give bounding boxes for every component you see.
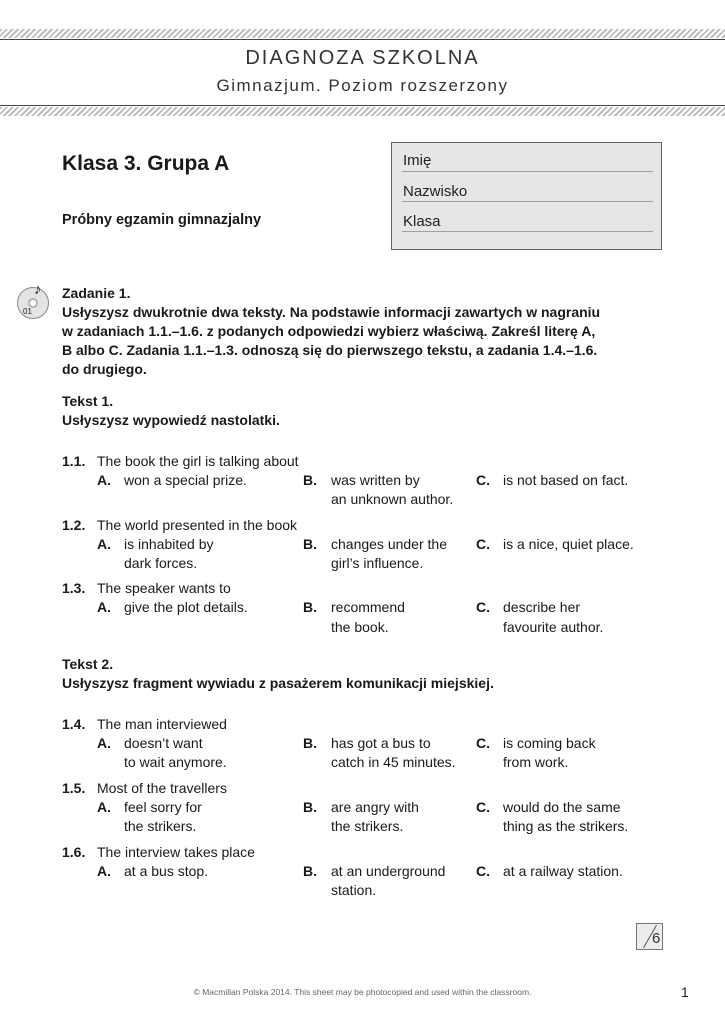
option-c-text: from work. bbox=[503, 754, 569, 770]
question-stem: The book the girl is talking about bbox=[97, 453, 299, 469]
option-letter-a[interactable]: A. bbox=[97, 599, 111, 615]
option-letter-b[interactable]: B. bbox=[303, 735, 317, 751]
class-label: Klasa bbox=[403, 213, 441, 230]
option-b-text: the strikers. bbox=[331, 818, 404, 834]
option-c-text: is coming back bbox=[503, 735, 596, 751]
name-line[interactable] bbox=[402, 171, 653, 172]
option-b-text: girl’s influence. bbox=[331, 555, 424, 571]
task-instruction-line: B albo C. Zadania 1.1.–1.3. odnoszą się do pierwszego tekstu, a zadania 1.4.–1.6. bbox=[62, 342, 598, 358]
option-a-text: doesn’t want bbox=[124, 735, 203, 751]
question-number: 1.1. bbox=[62, 453, 86, 469]
option-letter-a[interactable]: A. bbox=[97, 735, 111, 751]
question-number: 1.2. bbox=[62, 517, 86, 533]
question-stem: The interview takes place bbox=[97, 844, 255, 860]
task-instruction-line: w zadaniach 1.1.–1.6. z podanych odpowiedzi wybierz właściwą. Zakreśl literę A, bbox=[62, 323, 596, 339]
option-letter-b[interactable]: B. bbox=[303, 472, 317, 488]
text2-title: Tekst 2. bbox=[62, 656, 114, 672]
option-a-text: feel sorry for bbox=[124, 799, 202, 815]
name-label: Imię bbox=[403, 152, 432, 169]
header-rule-top bbox=[0, 39, 725, 40]
option-c-text: at a railway station. bbox=[503, 863, 623, 879]
option-b-text: catch in 45 minutes. bbox=[331, 754, 456, 770]
question-stem: The man interviewed bbox=[97, 716, 227, 732]
option-c-text: describe her bbox=[503, 599, 581, 615]
option-a-text: to wait anymore. bbox=[124, 754, 227, 770]
option-letter-b[interactable]: B. bbox=[303, 799, 317, 815]
option-letter-c[interactable]: C. bbox=[476, 536, 490, 552]
class-line[interactable] bbox=[402, 231, 653, 232]
question-stem: The speaker wants to bbox=[97, 580, 231, 596]
option-letter-c[interactable]: C. bbox=[476, 735, 490, 751]
option-letter-b[interactable]: B. bbox=[303, 599, 317, 615]
option-b-text: the book. bbox=[331, 619, 389, 635]
option-a-text: dark forces. bbox=[124, 555, 198, 571]
header-subtitle: Gimnazjum. Poziom rozszerzony bbox=[216, 76, 509, 95]
question-stem: Most of the travellers bbox=[97, 780, 227, 796]
header-title: DIAGNOZA SZKOLNA bbox=[245, 47, 480, 69]
option-letter-c[interactable]: C. bbox=[476, 863, 490, 879]
option-c-text: thing as the strikers. bbox=[503, 818, 629, 834]
option-c-text: would do the same bbox=[503, 799, 621, 815]
option-letter-a[interactable]: A. bbox=[97, 799, 111, 815]
student-info-box bbox=[391, 142, 662, 250]
exam-name: Próbny egzamin gimnazjalny bbox=[62, 212, 262, 228]
option-letter-c[interactable]: C. bbox=[476, 599, 490, 615]
copyright-footer: © Macmillan Polska 2014. This sheet may be photocopied and used within the classroom. bbox=[193, 987, 532, 997]
option-a-text: give the plot details. bbox=[124, 599, 248, 615]
option-a-text: at a bus stop. bbox=[124, 863, 209, 879]
option-a-text: the strikers. bbox=[124, 818, 197, 834]
option-c-text: is not based on fact. bbox=[503, 472, 629, 488]
option-letter-c[interactable]: C. bbox=[476, 472, 490, 488]
music-note-icon: ♪ bbox=[34, 281, 42, 298]
option-b-text: was written by bbox=[331, 472, 420, 488]
option-c-text: favourite author. bbox=[503, 619, 604, 635]
option-letter-a[interactable]: A. bbox=[97, 863, 111, 879]
option-b-text: at an underground bbox=[331, 863, 446, 879]
audio-track-number: 01 bbox=[23, 307, 32, 316]
option-b-text: recommend bbox=[331, 599, 405, 615]
text1-title: Tekst 1. bbox=[62, 393, 114, 409]
option-letter-b[interactable]: B. bbox=[303, 536, 317, 552]
option-c-text: is a nice, quiet place. bbox=[503, 536, 634, 552]
option-b-text: has got a bus to bbox=[331, 735, 431, 751]
question-number: 1.4. bbox=[62, 716, 86, 732]
option-b-text: station. bbox=[331, 882, 377, 898]
option-b-text: an unknown author. bbox=[331, 491, 454, 507]
option-b-text: changes under the bbox=[331, 536, 447, 552]
surname-line[interactable] bbox=[402, 201, 653, 202]
option-letter-b[interactable]: B. bbox=[303, 863, 317, 879]
score-max-points: 6 bbox=[652, 930, 661, 947]
surname-label: Nazwisko bbox=[403, 183, 468, 200]
text2-instruction: Usłyszysz fragment wywiadu z pasażerem komunikacji miejskiej. bbox=[62, 675, 494, 691]
header-stripe-top bbox=[0, 29, 725, 38]
option-a-text: won a special prize. bbox=[124, 472, 247, 488]
task-instruction-line: Usłyszysz dwukrotnie dwa teksty. Na podstawie informacji zawartych w nagraniu bbox=[62, 304, 601, 320]
question-number: 1.5. bbox=[62, 780, 86, 796]
question-number: 1.3. bbox=[62, 580, 86, 596]
question-stem: The world presented in the book bbox=[97, 517, 298, 533]
page-number: 1 bbox=[681, 984, 689, 1000]
question-number: 1.6. bbox=[62, 844, 86, 860]
task-title: Zadanie 1. bbox=[62, 285, 131, 301]
option-b-text: are angry with bbox=[331, 799, 419, 815]
header-stripe-bottom bbox=[0, 107, 725, 116]
task-instruction-line: do drugiego. bbox=[62, 361, 147, 377]
header-rule-bottom bbox=[0, 105, 725, 106]
option-letter-a[interactable]: A. bbox=[97, 536, 111, 552]
text1-instruction: Usłyszysz wypowiedź nastolatki. bbox=[62, 412, 280, 428]
option-letter-a[interactable]: A. bbox=[97, 472, 111, 488]
option-a-text: is inhabited by bbox=[124, 536, 214, 552]
option-letter-c[interactable]: C. bbox=[476, 799, 490, 815]
class-title: Klasa 3. Grupa A bbox=[62, 152, 230, 175]
cd-icon bbox=[17, 287, 49, 319]
